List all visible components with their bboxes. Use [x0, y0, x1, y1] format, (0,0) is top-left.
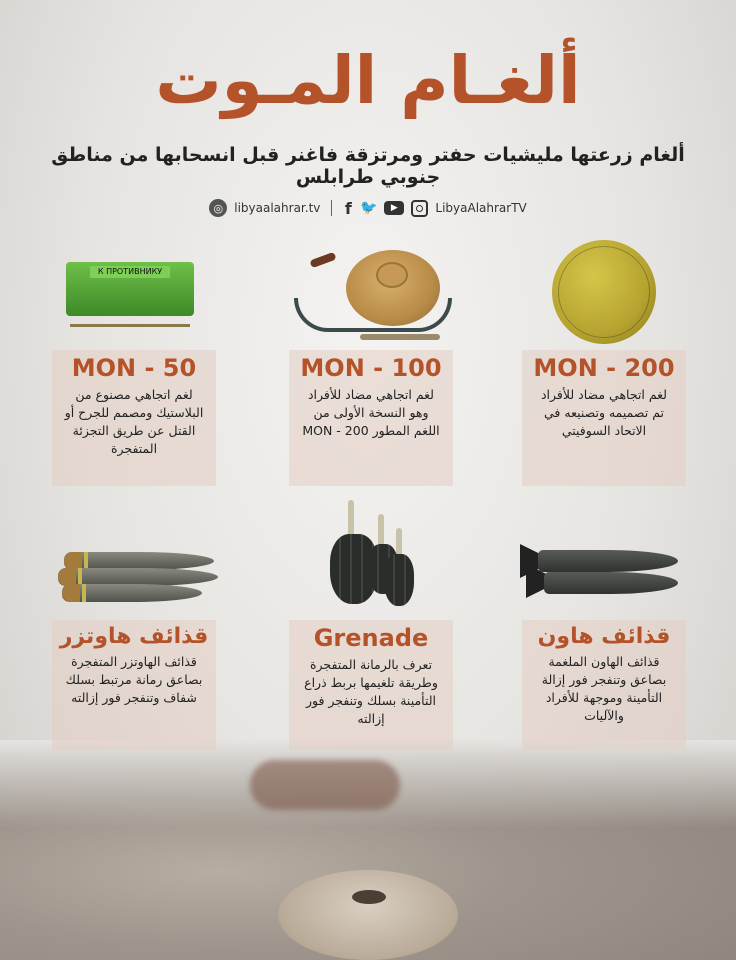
page-title: ألغـام المـوت — [155, 42, 581, 119]
facebook-icon[interactable]: f — [344, 198, 352, 218]
social-bar — [0, 196, 736, 220]
grenades-image — [326, 496, 420, 612]
card-grenade — [289, 620, 453, 750]
item-name: MON - 50 — [71, 354, 197, 382]
divider — [331, 200, 332, 216]
instagram-icon[interactable] — [411, 200, 428, 217]
item-name: MON - 200 — [533, 354, 675, 382]
website-link[interactable]: libyaalahrar.tv — [234, 201, 321, 215]
social-handle[interactable]: LibyaAlahrarTV — [435, 201, 527, 215]
channel-logo-icon: ◎ — [209, 199, 227, 217]
background-hand-shadow — [250, 760, 400, 810]
item-name: قذائف هاون — [537, 624, 671, 649]
card-mon-50 — [52, 350, 216, 486]
card-howitzer — [52, 620, 216, 750]
item-description: لغم اتجاهي مضاد للأفراد تم تصميمه وتصنيعه في الاتحاد السوفيتي — [540, 387, 667, 438]
item-description: قذائف الهاون الملغمة بصاعق وتنفجر فور إزالة التأمينة وموجهة للأفراد والآليات — [541, 654, 667, 723]
youtube-icon[interactable]: ▶ — [384, 201, 404, 215]
mon-50-image — [66, 262, 194, 328]
item-name: قذائف هاوتزر — [59, 624, 209, 649]
item-description: لغم اتجاهي مصنوع من البلاستيك ومصمم للجرح أو القتل عن طريق التجزئة المتفجرة — [64, 387, 204, 456]
mon-100-image — [290, 250, 450, 350]
card-mon-100 — [289, 350, 453, 486]
item-description: تعرف بالرمانة المتفجرة وطريقة تلغيمها بربط ذراع التأمينة بسلك وتنفجر فور إزالته — [304, 657, 438, 726]
twitter-icon[interactable]: 🐦 — [360, 200, 378, 216]
item-description: قذائف الهاوتزر المتفجرة بصاعق رمانة مرتبط بسلك شفاف وتنفجر فور إزالته — [65, 654, 203, 705]
mon-50-box-label: К ПРОТИВНИКУ — [90, 266, 170, 278]
item-description: لغم اتجاهي مضاد للأفراد وهو النسخة الأولى من اللغم المطور MON - 200 — [302, 387, 440, 438]
mortar-shells-image — [520, 540, 680, 606]
item-name: Grenade — [313, 624, 429, 652]
howitzer-shells-image — [58, 548, 220, 604]
buried-mine-image — [278, 870, 458, 960]
page-subtitle: ألغام زرعتها مليشيات حفتر ومرتزقة فاغنر قبل انسحابها من مناطق جنوبي طرابلس — [51, 144, 685, 188]
item-name: MON - 100 — [300, 354, 442, 382]
mon-200-image — [552, 240, 656, 348]
card-mon-200 — [522, 350, 686, 486]
card-mortar — [522, 620, 686, 750]
